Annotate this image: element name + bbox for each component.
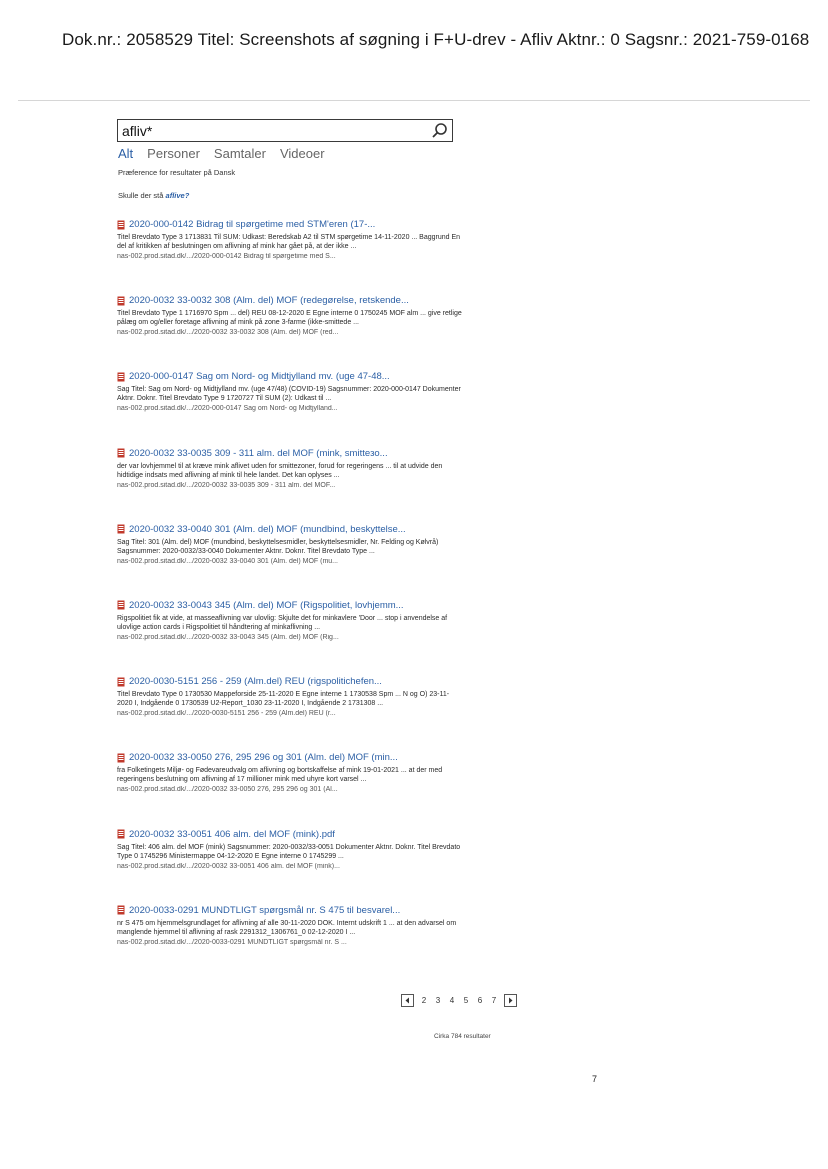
page-link-2[interactable]: 2 [421, 996, 427, 1005]
did-you-mean [118, 191, 189, 200]
result-url: nas-002.prod.sitad.dk/.../2020-0032 33-0032 308 (Alm. del) MOF (red... [117, 329, 339, 337]
next-page-button[interactable] [504, 994, 517, 1007]
result-title-link[interactable] [117, 294, 462, 307]
result-snippet: Rigspolitiet fik at vide, at masseaflivning var ulovlig: Skjulte det for minkavlere 'Door ... stop i anvendelse af ulovlige action cards i Rigspolitiet til håndtering af minkaflivning ... [117, 614, 448, 631]
pagination [401, 994, 517, 1007]
result-title-link[interactable] [117, 828, 462, 841]
result-title-link[interactable] [117, 370, 462, 383]
search-box[interactable] [117, 119, 453, 142]
tab-conversations[interactable]: Samtaler [213, 146, 266, 161]
chevron-right-icon [507, 997, 514, 1004]
did-you-mean-prefix: Skulle der stå [118, 191, 164, 200]
pdf-file-icon [117, 448, 125, 458]
result-snippet: Titel Brevdato Type 3 1713831 Til SUM: Udkast: Beredskab A2 til STM spørgetime 14-11-2020 ... Baggrund En del af kritikken af beslutningen om aflivning af mink har gået på, at der ikke ... [117, 234, 461, 250]
pdf-file-icon [117, 905, 125, 915]
pdf-file-icon [117, 829, 125, 839]
document-page-number: 7 [592, 1074, 598, 1084]
pdf-file-icon [117, 600, 125, 610]
document-header: Dok.nr.: 2058529 Titel: Screenshots af søgning i F+U-drev - Afliv Aktnr.: 0 Sagsnr.: 2021-759-0168 [62, 30, 810, 49]
pdf-file-icon [117, 753, 125, 763]
result-count: Cirka 784 resultater [434, 1033, 491, 1040]
result-title: 2020-0032 33-0050 276, 295 296 og 301 (Alm. del) MOF (min... [129, 752, 398, 764]
result-item [117, 447, 462, 523]
result-snippet: Sag Titel: 406 alm. del MOF (mink) Sagsnummer: 2020-0032/33-0051 Dokumenter Aktnr. Doknr. Titel Brevdato Type 0 1745296 Ministermappe 04-12-2020 E Egne interne 0 1745299 ... [117, 843, 461, 860]
result-snippet: Titel Brevdato Type 0 1730530 Mappeforside 25-11-2020 E Egne interne 1 1730538 Spm ... N og O) 23-11-2020 I, Indgående 0 1730539 U2-Report_1030 23-11-2020 I, Indgående 2 1731308 ... [117, 691, 450, 708]
page-link-6[interactable]: 6 [477, 996, 483, 1005]
pdf-file-icon [117, 677, 125, 687]
result-title-link[interactable] [117, 218, 462, 231]
result-item [117, 599, 462, 675]
search-icon[interactable] [431, 122, 448, 139]
pdf-file-icon [117, 296, 125, 306]
result-url: nas-002.prod.sitad.dk/.../2020-0032 33-0035 309 - 311 alm. del MOF... [117, 481, 336, 489]
result-item [117, 904, 462, 980]
tab-all[interactable]: Alt [118, 146, 134, 161]
result-url: nas-002.prod.sitad.dk/.../2020-0032 33-0051 406 alm. del MOF (mink)... [117, 862, 340, 870]
search-input[interactable] [122, 121, 422, 140]
result-snippet: fra Folketingets Miljø- og Fødevareudvalg om aflivning og bortskaffelse af mink 19-01-2021 ... at der med regeringens beslutning om aflivning af 17 millioner mink med uhyre kort varsel ... [117, 767, 443, 784]
results-list [117, 218, 462, 980]
result-item [117, 370, 462, 446]
result-title: 2020-0032 33-0035 309 - 311 alm. del MOF (mink, smitteзо... [129, 447, 388, 459]
result-item [117, 523, 462, 599]
result-title-link[interactable] [117, 447, 462, 460]
chevron-left-icon [404, 997, 411, 1004]
page-link-4[interactable]: 4 [449, 996, 455, 1005]
result-url: nas-002.prod.sitad.dk/.../2020-0033-0291 MUNDTLIGT spørgsmål nr. S ... [117, 938, 347, 946]
result-snippet: der var lovhjemmel til at kræve mink aflivet uden for smittezoner, forud for regeringens ... til at udvide den hidtidige indsats med aflivning af mink til hele landet. Det kan oplyses ... [117, 462, 443, 479]
page-link-5[interactable]: 5 [463, 996, 469, 1005]
language-preference[interactable]: Præference for resultater på Dansk [118, 168, 236, 177]
result-url: nas-002.prod.sitad.dk/.../2020-000-0142 Bidrag til spørgetime med S... [117, 253, 336, 260]
result-snippet: nr S 475 om hjemmelsgrundlaget for aflivning af alle 30-11-2020 DOK. Internt udskrift 1 ... at den advarsel om manglende hjemmel til aflivning af rask 2291312_1306761_0 02-12-2020 I ... [117, 919, 457, 936]
result-title: 2020-000-0147 Sag om Nord- og Midtjylland mv. (uge 47-48... [129, 371, 390, 383]
pdf-file-icon [117, 372, 125, 382]
result-title: 2020-0032 33-0043 345 (Alm. del) MOF (Rigspolitiet, lovhjemm... [129, 599, 404, 611]
result-title-link[interactable] [117, 675, 462, 688]
result-item [117, 675, 462, 751]
page-link-3[interactable]: 3 [435, 996, 441, 1005]
result-item [117, 751, 462, 827]
result-item [117, 828, 462, 904]
result-title: 2020-000-0142 Bidrag til spørgetime med STM'eren (17-... [129, 219, 376, 230]
result-snippet: Titel Brevdato Type 1 1716970 Spm ... del) REU 08-12-2020 E Egne interne 0 1750245 MOF alm ... give retlige pålæg om og/eller foretage aflivning af mink på zone 3-farme (ikke-smittede ... [117, 310, 462, 327]
result-title-link[interactable] [117, 599, 462, 612]
result-url: nas-002.prod.sitad.dk/.../2020-0032 33-0040 301 (Alm. del) MOF (mu... [117, 557, 339, 565]
tab-videos[interactable]: Videoer [279, 146, 325, 161]
result-title: 2020-0032 33-0040 301 (Alm. del) MOF (mundbind, beskyttelse... [129, 523, 406, 535]
result-snippet: Sag Titel: 301 (Alm. del) MOF (mundbind, beskyttelsesmidler, beskyttelsesmidler, Nr. Felding og Kølvrå) Sagsnummer: 2020-0032/33-0040 Dokumenter Aktnr. Doknr. Titel Brevdato Type ... [117, 538, 439, 555]
result-item [117, 218, 462, 294]
result-title-link[interactable] [117, 751, 462, 764]
did-you-mean-suggestion[interactable]: aflive? [165, 191, 190, 200]
result-url: nas-002.prod.sitad.dk/.../2020-0032 33-0043 345 (Alm. del) MOF (Rig... [117, 633, 339, 641]
result-title-link[interactable] [117, 904, 462, 917]
tab-people[interactable]: Personer [147, 146, 200, 161]
result-snippet: Sag Titel: Sag om Nord- og Midtjylland mv. (uge 47/48) (COVID-19) Sagsnummer: 2020-000-0147 Dokumenter Aktnr. Doknr. Titel Brevdato Type 9 1720727 Til SUM (2): Udkast til ... [117, 386, 461, 403]
search-tabs [118, 146, 325, 161]
result-item [117, 294, 462, 370]
result-title: 2020-0032 33-0032 308 (Alm. del) MOF (redegørelse, retskende... [129, 295, 409, 307]
result-title: 2020-0032 33-0051 406 alm. del MOF (mink).pdf [129, 828, 335, 840]
result-url: nas-002.prod.sitad.dk/.../2020-0030-5151 256 - 259 (Alm.del) REU (r... [117, 710, 336, 718]
divider [18, 100, 810, 101]
pdf-file-icon [117, 220, 125, 230]
result-url: nas-002.prod.sitad.dk/.../2020-000-0147 Sag om Nord- og Midtjylland... [117, 405, 338, 413]
result-url: nas-002.prod.sitad.dk/.../2020-0032 33-0050 276, 295 296 og 301 (Al... [117, 786, 338, 794]
page-link-7[interactable]: 7 [491, 996, 497, 1005]
previous-page-button[interactable] [401, 994, 414, 1007]
result-title: 2020-0030-5151 256 - 259 (Alm.del) REU (rigspolitichefen... [129, 676, 382, 688]
result-title: 2020-0033-0291 MUNDTLIGT spørgsmål nr. S 475 til besvarel... [129, 904, 401, 916]
result-title-link[interactable] [117, 523, 462, 536]
pdf-file-icon [117, 524, 125, 534]
